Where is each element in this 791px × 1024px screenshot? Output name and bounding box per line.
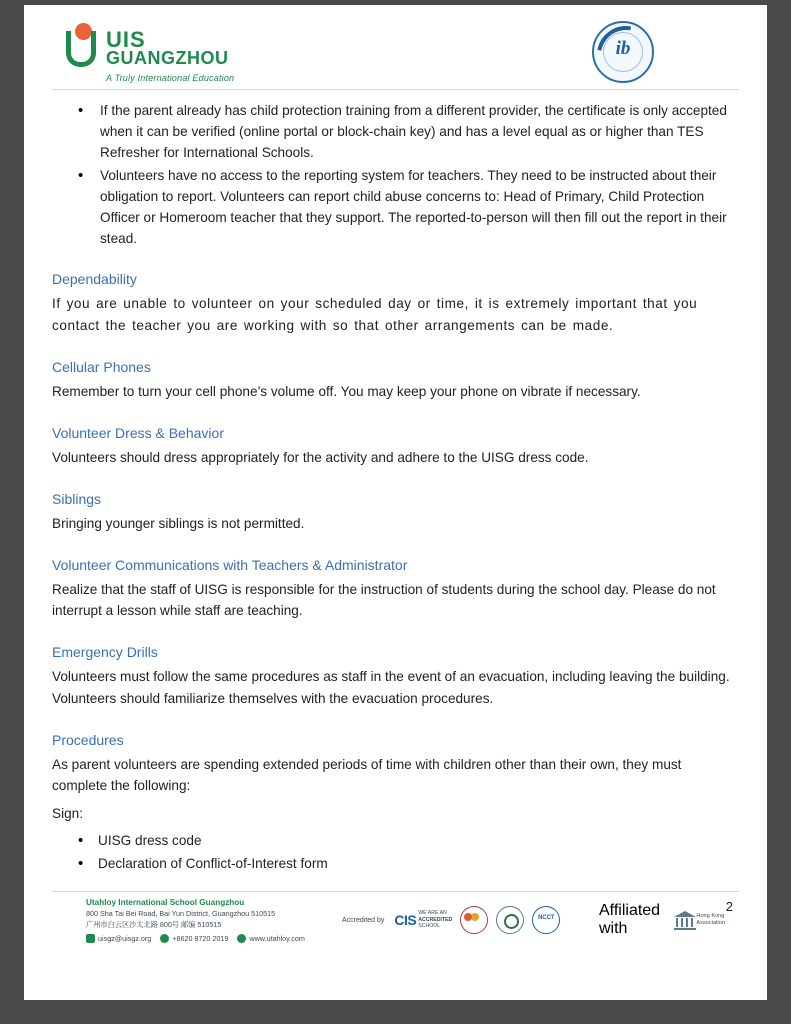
footer-school-name: Utahloy International School Guangzhou <box>86 898 245 908</box>
ncct-badge-icon <box>532 906 560 934</box>
document-content <box>52 90 739 875</box>
logo-guangzhou-text: GUANGZHOU <box>106 48 229 68</box>
document-footer <box>52 891 739 948</box>
footer-phone-text: +8620 8720 2019 <box>172 933 229 943</box>
footer-school-info <box>52 897 342 942</box>
top-bullet-list <box>52 100 739 249</box>
cis-subtext: WE ARE AN ACCREDITED SCHOOL <box>418 910 453 930</box>
sign-items-list <box>52 829 739 875</box>
section-text-emergency-drills: Volunteers must follow the same procedures as staff in the event of an evacuation, including leaving the building. Volunteers should familiarize themselves with the evacuation procedures. <box>52 669 730 706</box>
affiliated-with-label: Affiliated with <box>599 902 661 937</box>
section-heading-volunteer-dress-behavior: Volunteer Dress & Behavior <box>52 425 224 442</box>
accredited-by-label: Accredited by <box>342 916 385 924</box>
logo-tagline: A Truly International Education <box>106 73 235 83</box>
document-page <box>24 5 767 1000</box>
sign-label: Sign: <box>52 806 83 822</box>
section-text-dependability: If you are unable to volunteer on your scheduled day or time, it is extremely important that you contact the teacher you are working with so that other arrangements can be made. <box>52 296 698 334</box>
footer-email[interactable] <box>86 934 151 943</box>
section-heading-procedures: Procedures <box>52 731 124 748</box>
footer-website-text: www.utahloy.com <box>249 933 305 943</box>
list-item: • Volunteers have no access to the reporting system for teachers. They need to be instructed about their obligation to report. Volunteers can report child abuse concerns to: Head of Primary, Child Protection Officer or Homeroom teacher that they support. The reported-to-person will then fill out the report in their stead. <box>98 165 739 249</box>
document-header <box>52 19 739 90</box>
footer-contact-row <box>86 934 342 943</box>
ib-letters: ib <box>615 38 631 59</box>
accreditation-badge-icon-2 <box>496 906 524 934</box>
footer-address-cn: 广州市白云区沙太北路 800号 邮编 510515 <box>86 919 222 929</box>
section-text-procedures: As parent volunteers are spending extended periods of time with children other than their own, they must complete the following: <box>52 756 682 794</box>
section-text-siblings: Bringing younger siblings is not permitted. <box>52 515 305 531</box>
section-heading-dependability: Dependability <box>52 271 137 288</box>
footer-affiliation <box>599 902 739 938</box>
logo-u-shape-icon <box>66 31 96 67</box>
ib-world-school-logo-icon <box>592 21 654 83</box>
logo-uis-text: UIS <box>106 27 146 52</box>
section-text-volunteer-communications: Realize that the staff of UISG is responsible for the instruction of students during the school day. Please do not interrupt a lesson while staff are teaching. <box>52 581 716 619</box>
accreditation-badge-icon-1 <box>460 906 488 934</box>
footer-accreditation-badges <box>342 906 599 934</box>
page-number: 2 <box>725 899 733 914</box>
hk-association-label: Hong Kong Association <box>696 912 726 926</box>
institution-icon <box>674 910 690 930</box>
footer-website[interactable] <box>237 934 304 943</box>
section-heading-volunteer-communications: Volunteer Communications with Teachers & Administrator <box>52 556 408 573</box>
footer-address-en: 800 Sha Tai Bei Road, Bai Yun District, Guangzhou 510515 <box>86 909 276 919</box>
section-text-cellular-phones: Remember to turn your cell phone’s volume off. You may keep your phone on vibrate if necessary. <box>52 384 641 400</box>
section-text-volunteer-dress-behavior: Volunteers should dress appropriately for the activity and adhere to the UISG dress code. <box>52 450 589 466</box>
uis-guangzhou-logo <box>66 23 276 83</box>
list-item: • If the parent already has child protection training from a different provider, the certificate is only accepted when it can be verified (online portal or block-chain key) and has a level equal as or higher than TES Refresher for International Schools. <box>98 100 739 163</box>
globe-icon <box>237 934 246 943</box>
section-heading-emergency-drills: Emergency Drills <box>52 644 158 661</box>
phone-icon <box>160 934 169 943</box>
cis-letters: CIS <box>394 912 417 928</box>
ncct-label: NCCT <box>537 915 555 921</box>
section-heading-siblings: Siblings <box>52 490 102 507</box>
list-item: • Declaration of Conflict-of-Interest form <box>98 852 739 875</box>
section-heading-cellular-phones: Cellular Phones <box>52 359 151 376</box>
footer-phone <box>160 934 228 943</box>
footer-email-text: uisgz@uisgz.org <box>98 933 152 943</box>
list-item: • UISG dress code <box>98 829 739 852</box>
mail-icon <box>86 934 95 943</box>
cis-badge <box>394 907 452 933</box>
